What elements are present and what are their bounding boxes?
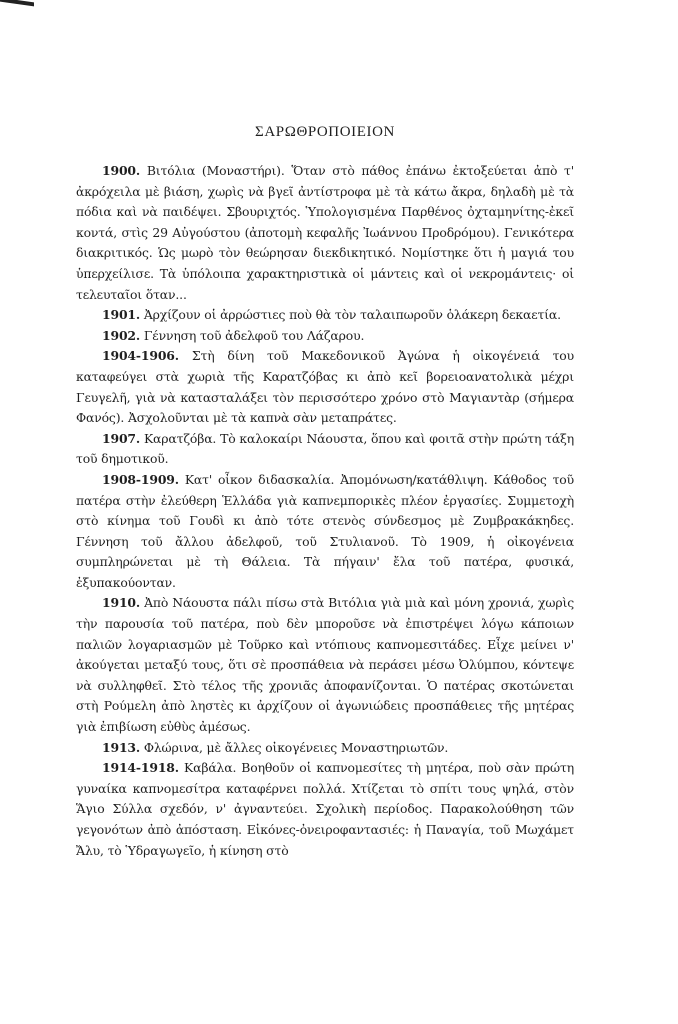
entry-text: Ἀρχίζουν οἱ ἀρρώστιες ποὺ θὰ τὸν ταλαιπωροῦν ὁλάκερη δεκαετία.: [140, 307, 561, 323]
entry-year: 1900.: [102, 163, 141, 178]
chronology-entry-1908-1909: [76, 470, 574, 594]
chronology-entry-1914-1918: [76, 758, 574, 861]
entry-text: Καβάλα. Βοηθοῦν οἱ καπνομεσίτες τὴ μητέρα, ποὺ σὰν πρώτη γυναίκα καπνομεσίτρα καταφέρνει πολλά. Χτίζεται τὸ σπίτι τους ψηλά, στὸν Ἅγιο Σύλλα σχεδόν, ν' ἀγναντεύει. Σχολικὴ περίοδος. Παρακολούθηση τῶν γεγονότων ἀπὸ ἀπόσταση. Εἰκόνες-ὀνειροφαντασιές: ἡ Παναγία, τοῦ Μωχάμετ Ἄλυ, τὸ Ὑδραγωγεῖο, ἡ κίνηση στὸ: [76, 760, 574, 858]
book-page: [76, 124, 574, 861]
scan-edge-mark: [0, 0, 34, 6]
entry-year: 1901.: [102, 307, 141, 323]
chronology-entry-1907: [76, 429, 574, 470]
entry-text: Κατ' οἶκον διδασκαλία. Ἀπομόνωση/κατάθλιψη. Κάθοδος τοῦ πατέρα στὴν ἐλεύθερη Ἑλλάδα γιὰ καπνεμπορικὲς πλέον ἐργασίες. Συμμετοχὴ στὸ κίνημα τοῦ Γουδὶ κι ἀπὸ τότε στενὸς σύνδεσμος μὲ Ζυμβρακάκηδες. Γέννηση τοῦ ἄλλου ἀδελφοῦ, τοῦ Στυλιανοῦ. Τὸ 1909, ἡ οἰκογένεια συμπληρώνεται μὲ τὴ Θάλεια. Τὰ πήγαιν' ἔλα τοῦ πατέρα, φυσικά, ἐξυπακούονταν.: [76, 471, 574, 590]
entry-year: 1902.: [102, 327, 141, 343]
chronology-entry-1901: [76, 305, 574, 326]
entry-text: Φλώρινα, μὲ ἄλλες οἰκογένειες Μοναστηριωτῶν.: [140, 739, 449, 755]
entry-year: 1907.: [102, 430, 141, 446]
entry-year: 1914-1918.: [102, 760, 179, 776]
page-title: ΣΑΡΩΘΡΟΠΟΙΕΙΟΝ: [255, 124, 395, 140]
entry-year: 1910.: [102, 595, 141, 611]
entry-text: Ἀπὸ Νάουστα πάλι πίσω στὰ Βιτόλια γιὰ μιὰ καὶ μόνη χρονιά, χωρὶς τὴν παρουσία τοῦ πατέρα, ποὺ δὲν μποροῦσε νὰ ἐπιστρέψει λόγω κάποιων παλιῶν λογαριασμῶν μὲ Τοῦρκο καὶ ντόπιους καπνομεσιτάδες. Εἶχε μείνει ν' ἀκούγεται μεταξύ τους, ὅτι σὲ προσπάθεια νὰ περάσει μέσω Ὀλύμπου, κόντεψε νὰ συλληφθεῖ. Στὸ τέλος τῆς χρονιᾶς ἀποφανίζονται. Ὁ πατέρας σκοτώνεται στὴ Ρούμελη ἀπὸ ληστὲς κι ἀρχίζουν οἱ ἀγωνιώδεις προσπάθειες τῆς μητέρας γιὰ ἐπιβίωση εὐθὺς ἀμέσως.: [76, 595, 574, 735]
entry-year: 1908-1909.: [102, 471, 179, 487]
chronology-entry-1913: [76, 738, 574, 759]
chronology-entry-1910: [76, 593, 574, 737]
chronology-entry-1904-1906: [76, 346, 574, 428]
entry-year: 1913.: [102, 739, 141, 755]
entry-text: Βιτόλια (Μοναστήρι). Ὅταν στὸ πάθος ἐπάνω ἐκτοξεύεται ἀπὸ τ' ἀκρόχειλα μὲ βιάση, χωρὶς νὰ βγεῖ ἀντίστροφα μὲ τὰ κάτω ἄκρα, δηλαδὴ μὲ τὰ πόδια καὶ νὰ παιδέψει. Σβουριχτός. Ὑπολογισμένα Παρθένος ὀχταμηνίτης-ἐκεῖ κοντά, στὶς 29 Αὐγούστου (ἀποτομὴ κεφαλῆς Ἰωάννου Προδρόμου). Γενικότερα διακριτικός. Ὡς μωρὸ τὸν θεώρησαν διεκδικητικό. Νομίστηκε ὅτι ἡ μαγιά του ὑπερχείλισε. Τὰ ὑπόλοιπα χαρακτηριστικὰ οἱ μάντεις καὶ οἱ νεκρομάντεις· οἱ τελευταῖοι ὅταν...: [76, 163, 574, 302]
chronology-entry-1900: [76, 161, 574, 305]
entry-text: Στὴ δίνη τοῦ Μακεδονικοῦ Ἀγώνα ἡ οἰκογένειά του καταφεύγει στὰ χωριὰ τῆς Καρατζόβας κι ἀπὸ κεῖ βορειοανατολικὰ μέχρι Γευγελῆ, γιὰ νὰ κατασταλάξει τὸν περισσότερο χρόνο στὸ Μαγιαντὰρ (σήμερα Φανός). Ἀσχολοῦνται μὲ τὰ καπνὰ σὰν μεταπράτες.: [76, 348, 574, 426]
entry-text: Γέννηση τοῦ ἀδελφοῦ του Λάζαρου.: [140, 327, 365, 343]
chronology-entry-1902: [76, 326, 574, 347]
entry-text: Καρατζόβα. Τὸ καλοκαίρι Νάουστα, ὅπου καὶ φοιτᾶ στὴν πρώτη τάξη τοῦ δημοτικοῦ.: [76, 430, 574, 467]
entry-year: 1904-1906.: [102, 348, 179, 364]
